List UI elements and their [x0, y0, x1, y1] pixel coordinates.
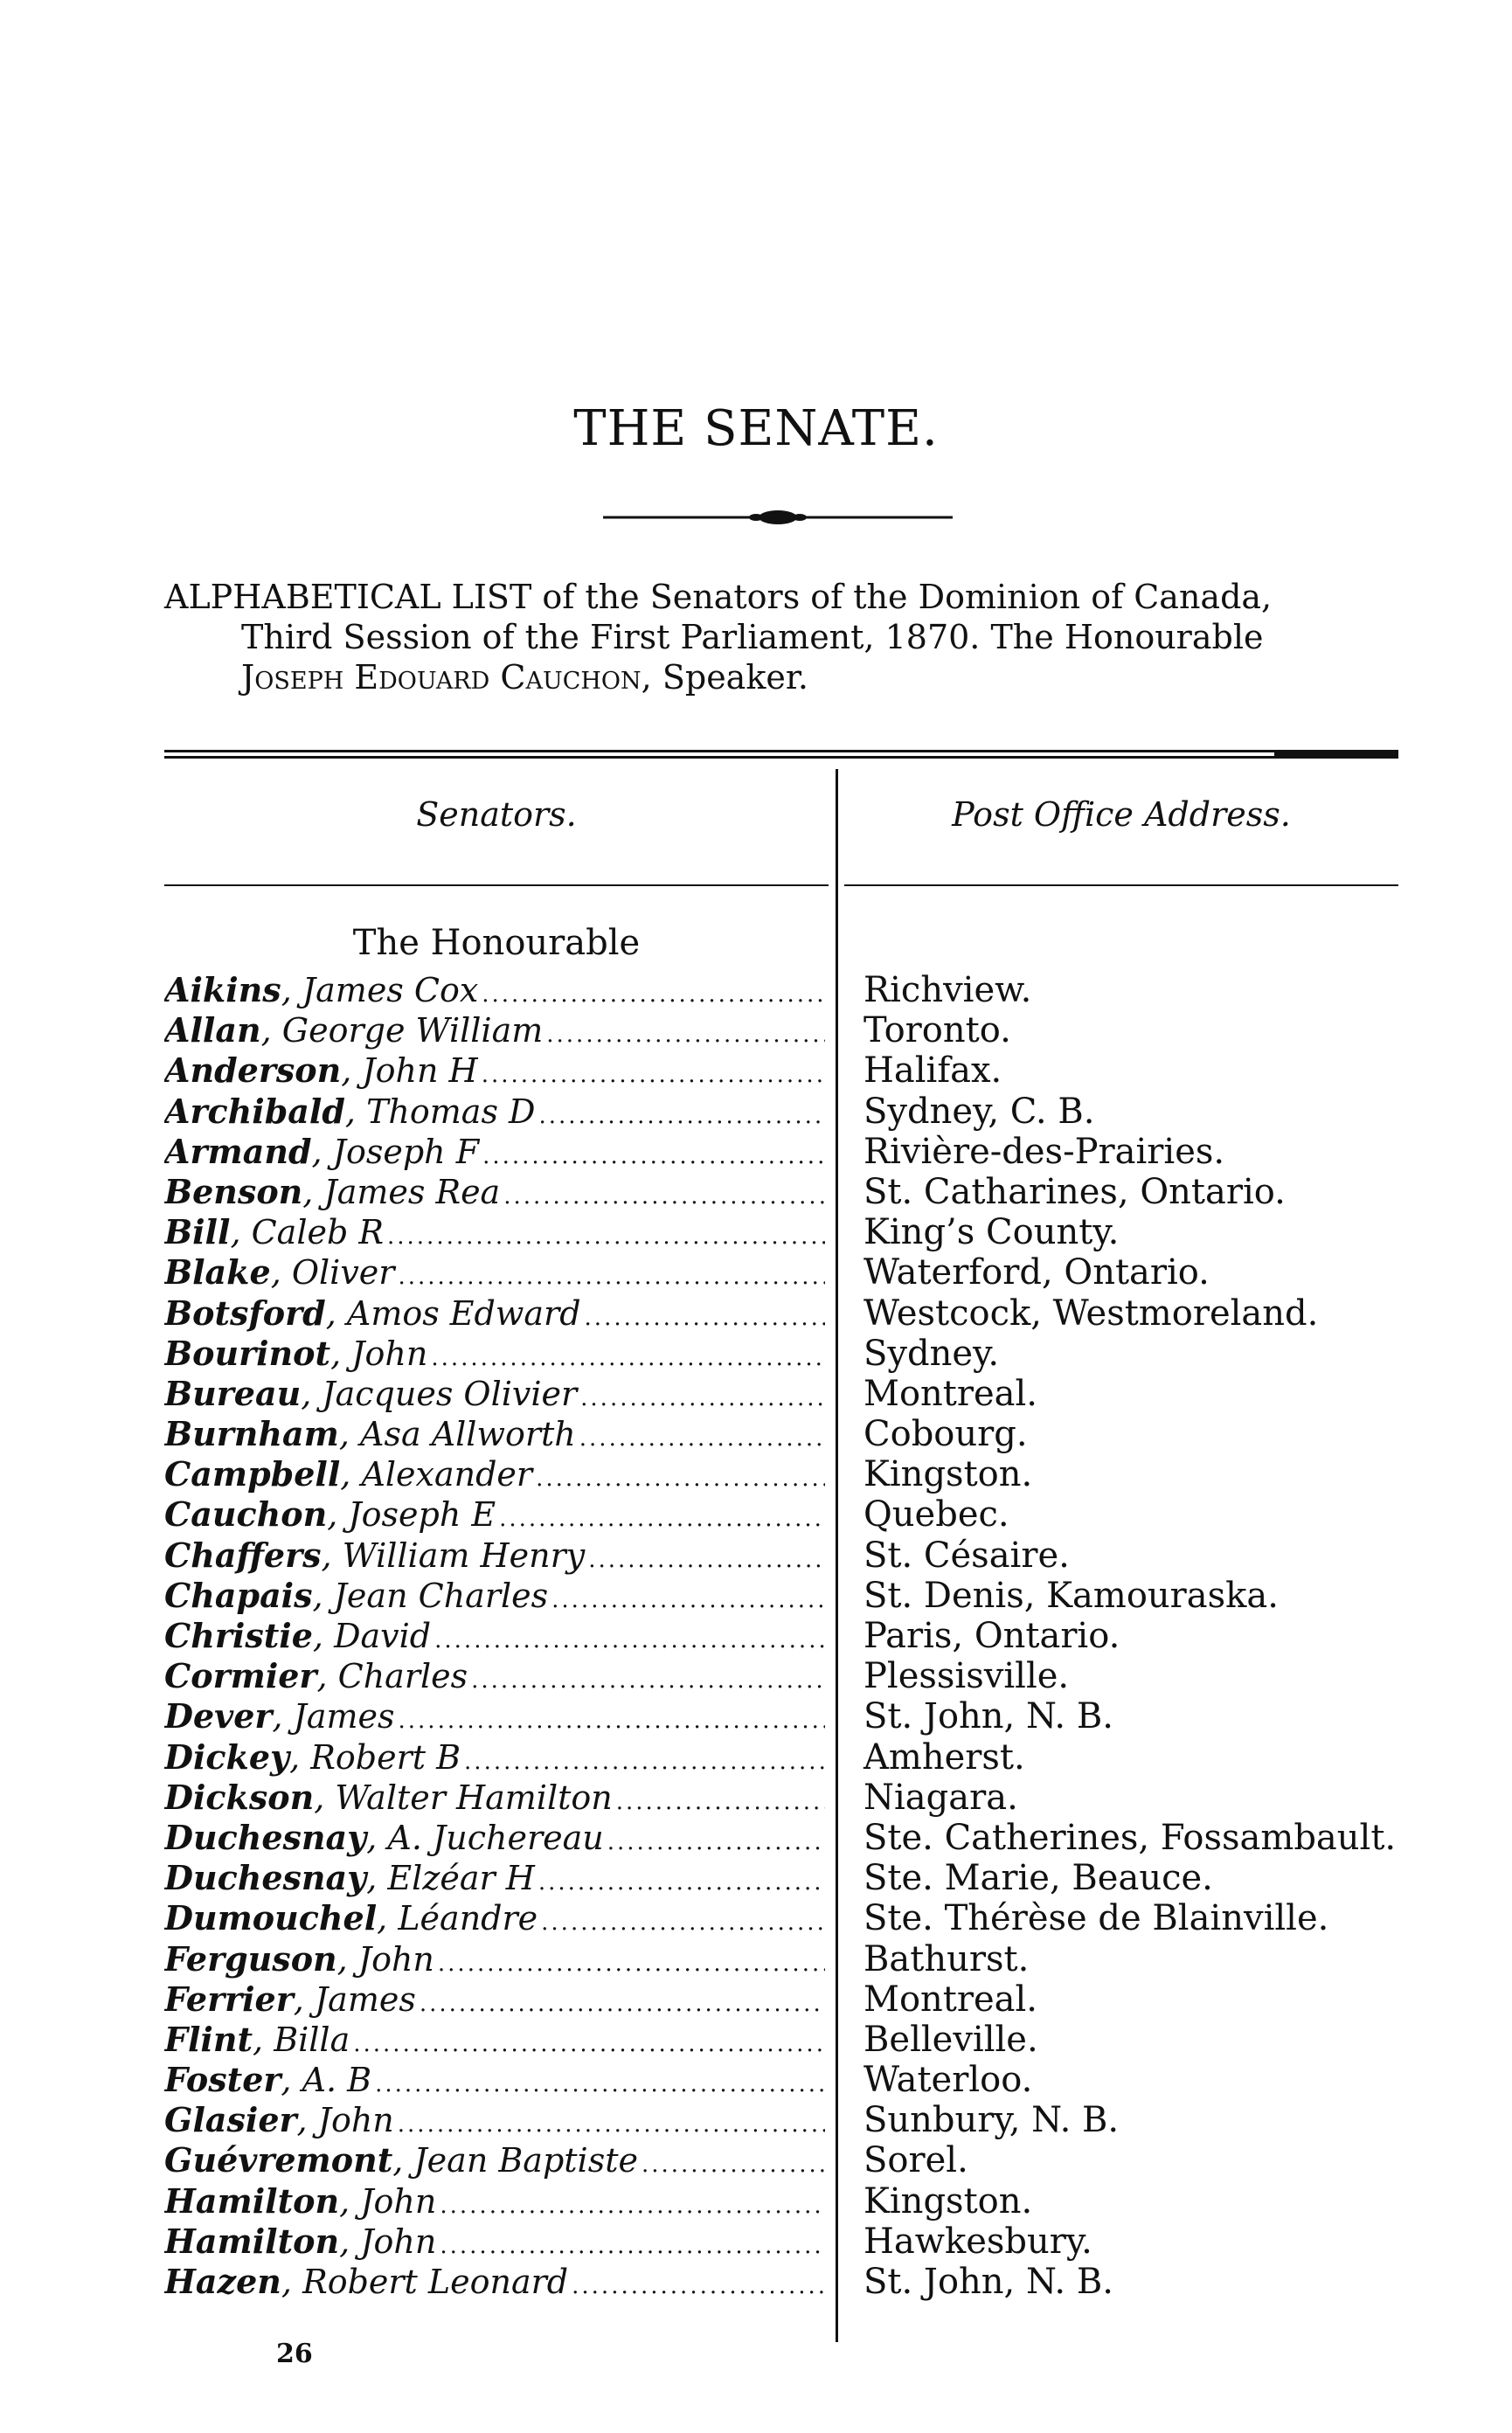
name-comma: , [289, 1737, 311, 1777]
senator-first-name: James Rea [323, 1172, 501, 1211]
senator-first-name: William Henry [342, 1535, 586, 1575]
name-comma: , [272, 1697, 294, 1736]
post-office-address: Ste. Thérèse de Blainville. [864, 1898, 1329, 1939]
post-office-address: Amherst. [864, 1736, 1025, 1778]
name-comma: , [336, 1939, 358, 1979]
senator-first-name: Walter Hamilton [335, 1778, 613, 1817]
senator-last-name: Christie [164, 1616, 313, 1655]
senator-row [164, 1535, 1405, 1576]
senator-last-name: Archibald [164, 1091, 345, 1131]
leader-dots [607, 1818, 825, 1858]
senator-last-name: Allan [164, 1010, 261, 1050]
intro-paragraph [164, 577, 1405, 697]
leader-dots [431, 1334, 825, 1374]
senator-last-name: Glasier [164, 2100, 297, 2140]
name-comma: , [325, 1293, 347, 1333]
leader-dots [482, 1132, 825, 1172]
senator-first-name: Thomas D [366, 1092, 536, 1131]
senator-row [164, 1696, 1405, 1736]
senator-name [164, 1172, 825, 1212]
senator-first-name: Jean Baptiste [413, 2141, 638, 2180]
name-comma: , [314, 1778, 336, 1817]
senator-last-name: Dickson [164, 1777, 315, 1817]
post-office-address: Rivière-des-Prairies. [864, 1131, 1225, 1172]
name-comma: , [340, 1455, 362, 1494]
senator-name [164, 1494, 825, 1535]
senator-last-name: Guévremont [164, 2140, 393, 2180]
senator-first-name: John [351, 1334, 428, 1373]
leader-dots [616, 1778, 825, 1818]
senator-last-name: Ferrier [164, 1979, 294, 2019]
leader-dots [482, 1050, 825, 1091]
leader-dots [546, 1010, 825, 1050]
senator-row [164, 1172, 1405, 1212]
senator-name [164, 1696, 825, 1736]
post-office-address: King’s County. [864, 1212, 1120, 1253]
name-comma: , [366, 1818, 388, 1857]
senator-last-name: Flint [164, 2019, 253, 2059]
post-office-address: Bathurst. [864, 1938, 1030, 1979]
leader-dots [551, 1576, 825, 1616]
senator-row [164, 1979, 1405, 2020]
senator-row [164, 1454, 1405, 1494]
senator-first-name: Joseph E [348, 1495, 496, 1535]
senator-last-name: Hazen [164, 2262, 281, 2301]
speaker-name: Joseph Edouard Cauchon [241, 658, 642, 697]
leader-dots [536, 1454, 825, 1494]
senator-first-name: Jacques Olivier [322, 1374, 578, 1413]
senator-name [164, 1334, 825, 1374]
senator-first-name: John [360, 2222, 437, 2261]
post-office-address: Montreal. [864, 1979, 1038, 2020]
senator-row [164, 1334, 1405, 1374]
name-comma: , [230, 1213, 252, 1252]
senator-row [164, 1414, 1405, 1454]
senator-name [164, 2060, 825, 2100]
post-office-address: Toronto. [864, 1010, 1011, 1051]
senator-name [164, 1737, 825, 1778]
post-office-address: St. Catharines, Ontario. [864, 1171, 1286, 1212]
senator-first-name: Caleb R [251, 1213, 384, 1252]
senator-row [164, 2140, 1405, 2180]
senator-first-name: Alexander [361, 1455, 533, 1494]
post-office-address: Cobourg. [864, 1414, 1028, 1455]
senator-row [164, 1293, 1405, 1334]
senator-row [164, 2222, 1405, 2262]
post-office-address: Montreal. [864, 1373, 1038, 1414]
senator-last-name: Hamilton [164, 2221, 340, 2261]
senator-name [164, 2140, 825, 2180]
senator-first-name: A. B [302, 2061, 372, 2100]
senator-name [164, 1414, 825, 1454]
senator-row [164, 2262, 1405, 2302]
senator-last-name: Botsford [164, 1293, 326, 1333]
post-office-address: Hawkesbury. [864, 2221, 1092, 2262]
intro-text-2: Third Session of the First Parliament, 1870. The Honourable [241, 618, 1264, 656]
senator-last-name: Campbell [164, 1454, 341, 1494]
senator-row [164, 1616, 1405, 1656]
intro-text-1: of the Senators of the Dominion of Canada, [531, 578, 1273, 616]
leader-dots [538, 1858, 825, 1898]
senator-row [164, 1050, 1405, 1091]
senator-last-name: Bill [164, 1212, 231, 1252]
name-comma: , [312, 1576, 334, 1615]
post-office-address: Halifax. [864, 1050, 1002, 1092]
leader-dots [541, 1898, 825, 1938]
senator-last-name: Anderson [164, 1050, 342, 1091]
senator-row [164, 1212, 1405, 1252]
senator-name [164, 2222, 825, 2262]
leader-dots [420, 1979, 825, 2020]
senator-row [164, 1656, 1405, 1696]
leader-dots [499, 1494, 825, 1535]
leader-dots [398, 2100, 825, 2140]
column-header-address: Post Office Address. [952, 795, 1291, 834]
senator-name [164, 1010, 825, 1050]
senator-row [164, 2181, 1405, 2222]
leader-dots [398, 1252, 825, 1293]
post-office-address: Kingston. [864, 1454, 1033, 1495]
senator-first-name: Robert B [310, 1737, 461, 1777]
name-comma: , [281, 2263, 303, 2301]
leader-dots [471, 1656, 825, 1696]
senator-name [164, 2262, 825, 2302]
column-header-senators: Senators. [416, 795, 577, 834]
header-rule-right [844, 884, 1398, 886]
senator-first-name: James [314, 1979, 416, 2019]
leader-dots [580, 1374, 825, 1414]
senator-first-name: John H [362, 1051, 478, 1091]
leader-dots [588, 1535, 825, 1576]
page-title: THE SENATE. [573, 400, 939, 457]
name-comma: , [330, 1334, 352, 1373]
senator-first-name: David [334, 1617, 432, 1655]
senator-row [164, 970, 1405, 1010]
name-comma: , [281, 2061, 302, 2100]
senator-first-name: Asa Allworth [360, 1415, 576, 1454]
senator-last-name: Cormier [164, 1656, 317, 1696]
name-comma: , [341, 1051, 363, 1091]
senator-name [164, 1616, 825, 1656]
post-office-address: Plessisville. [864, 1656, 1070, 1697]
senator-row [164, 1252, 1405, 1293]
post-office-address: Sorel. [864, 2140, 968, 2181]
leader-dots [572, 2262, 825, 2302]
senator-last-name: Bourinot [164, 1333, 331, 1373]
post-office-address: Ste. Marie, Beauce. [864, 1858, 1213, 1899]
post-office-address: Waterloo. [864, 2060, 1033, 2101]
senator-name [164, 1050, 825, 1091]
post-office-address: Sydney, C. B. [864, 1091, 1095, 1132]
senator-last-name: Dumouchel [164, 1898, 378, 1938]
senator-name [164, 1818, 825, 1858]
leader-dots [440, 2222, 825, 2262]
leader-dots [440, 2181, 825, 2222]
leader-dots [464, 1737, 825, 1778]
senator-first-name: James Cox [302, 971, 479, 1009]
post-office-address: Quebec. [864, 1494, 1009, 1535]
senator-first-name: John [360, 2181, 437, 2221]
name-comma: , [311, 1132, 333, 1171]
senator-first-name: Joseph F [332, 1132, 480, 1171]
senator-last-name: Burnham [164, 1414, 339, 1454]
name-comma: , [321, 1535, 343, 1575]
senator-last-name: Armand [164, 1131, 312, 1171]
senator-row [164, 1092, 1405, 1132]
leader-dots [585, 1293, 825, 1334]
senator-name [164, 2181, 825, 2222]
senator-name [164, 2020, 825, 2060]
senator-first-name: George William [281, 1011, 544, 1050]
leader-dots [438, 1939, 825, 1979]
senator-row [164, 1010, 1405, 1050]
page-number: 26 [276, 2339, 313, 2369]
senator-name [164, 1374, 825, 1414]
post-office-address: Ste. Catherines, Fossambault. [864, 1817, 1397, 1858]
name-comma: , [302, 1172, 324, 1211]
name-comma: , [366, 1859, 388, 1898]
leader-dots [642, 2140, 825, 2180]
leader-dots [353, 2020, 825, 2060]
post-office-address: Kingston. [864, 2180, 1033, 2222]
senator-first-name: Léandre [398, 1899, 538, 1938]
post-office-address: St. Césaire. [864, 1535, 1070, 1576]
post-office-address: Sydney. [864, 1333, 1000, 1374]
senator-first-name: A. Juchereau [387, 1818, 604, 1857]
senator-last-name: Duchesnay [164, 1817, 367, 1857]
senator-name [164, 1212, 825, 1252]
leader-dots [434, 1616, 825, 1656]
senator-last-name: Cauchon [164, 1494, 328, 1535]
senator-last-name: Blake [164, 1252, 271, 1293]
senator-name [164, 1656, 825, 1696]
senator-first-name: Robert Leonard [302, 2263, 569, 2301]
name-comma: , [316, 1657, 338, 1696]
senator-name [164, 1252, 825, 1293]
name-comma: , [270, 1253, 292, 1293]
senator-first-name: John [357, 1939, 434, 1979]
post-office-address: Paris, Ontario. [864, 1616, 1120, 1656]
post-office-address: St. John, N. B. [864, 2262, 1113, 2302]
name-comma: , [296, 2101, 318, 2140]
name-comma: , [260, 1011, 282, 1050]
senator-last-name: Aikins [164, 970, 281, 1009]
senator-row [164, 1818, 1405, 1858]
post-office-address: Sunbury, N. B. [864, 2100, 1120, 2141]
double-rule [164, 750, 1398, 760]
senator-row [164, 2020, 1405, 2060]
name-comma: , [339, 2181, 361, 2221]
post-office-address: St. John, N. B. [864, 1696, 1113, 1737]
senator-name [164, 1939, 825, 1979]
post-office-address: Waterford, Ontario. [864, 1252, 1210, 1293]
senator-last-name: Chapais [164, 1575, 313, 1615]
senator-last-name: Foster [164, 2060, 281, 2100]
leader-dots [387, 1212, 825, 1252]
leader-dots [375, 2060, 825, 2100]
senator-name [164, 1778, 825, 1818]
name-comma: , [344, 1092, 367, 1131]
post-office-address: Belleville. [864, 2019, 1038, 2060]
senator-last-name: Dickey [164, 1736, 290, 1777]
ornament-divider [603, 507, 953, 528]
senator-name [164, 1979, 825, 2020]
senator-row [164, 1778, 1405, 1818]
name-comma: , [338, 1415, 361, 1454]
senator-row [164, 1576, 1405, 1616]
name-comma: , [293, 1979, 315, 2019]
senator-row [164, 1132, 1405, 1172]
senator-first-name: Oliver [291, 1253, 395, 1293]
senator-first-name: Amos Edward [346, 1293, 581, 1333]
senator-name [164, 1535, 825, 1576]
senator-first-name: John [317, 2101, 394, 2140]
leader-dots [482, 970, 825, 1010]
senator-last-name: Chaffers [164, 1535, 322, 1575]
senator-row [164, 1858, 1405, 1898]
senator-name [164, 1454, 825, 1494]
senator-row [164, 1737, 1405, 1778]
name-comma: , [392, 2141, 414, 2180]
name-comma: , [377, 1899, 399, 1938]
leader-dots [503, 1172, 825, 1212]
senator-row [164, 1494, 1405, 1535]
header-rule-left [164, 884, 829, 886]
intro-text-3: , Speaker. [641, 658, 808, 697]
post-office-address: Richview. [864, 970, 1032, 1010]
senator-last-name: Benson [164, 1171, 303, 1211]
senator-name [164, 1293, 825, 1334]
senator-name [164, 1576, 825, 1616]
senator-name [164, 1092, 825, 1132]
name-comma: , [253, 2020, 274, 2059]
post-office-address: Niagara. [864, 1777, 1018, 1818]
senator-last-name: Dever [164, 1696, 273, 1736]
senator-row [164, 2060, 1405, 2100]
senator-last-name: Ferguson [164, 1938, 337, 1979]
senator-name [164, 970, 825, 1010]
senator-first-name: James [293, 1697, 395, 1736]
senator-row [164, 1898, 1405, 1938]
senator-last-name: Hamilton [164, 2180, 340, 2221]
name-comma: , [339, 2222, 361, 2261]
senator-name [164, 1898, 825, 1938]
leader-dots [399, 1696, 825, 1736]
senator-row [164, 2100, 1405, 2140]
post-office-address: St. Denis, Kamouraska. [864, 1575, 1279, 1616]
senator-name [164, 1132, 825, 1172]
senator-name [164, 2100, 825, 2140]
senator-name [164, 1858, 825, 1898]
name-comma: , [327, 1495, 349, 1535]
name-comma: , [312, 1617, 335, 1655]
leader-dots [579, 1414, 825, 1454]
name-comma: , [301, 1374, 323, 1413]
honourable-heading: The Honourable [352, 923, 641, 963]
senator-last-name: Duchesnay [164, 1858, 367, 1898]
senator-row [164, 1939, 1405, 1979]
intro-lead: ALPHABETICAL LIST [164, 578, 532, 616]
senator-first-name: Jean Charles [333, 1576, 549, 1615]
senator-last-name: Bureau [164, 1373, 302, 1413]
senator-row [164, 1374, 1405, 1414]
post-office-address: Westcock, Westmoreland. [864, 1293, 1319, 1334]
senator-first-name: Elzéar H [387, 1859, 535, 1898]
senator-first-name: Charles [337, 1657, 468, 1696]
name-comma: , [281, 971, 302, 1009]
senator-first-name: Billa [274, 2020, 350, 2059]
leader-dots [539, 1092, 825, 1132]
senator-list [164, 970, 1405, 2302]
